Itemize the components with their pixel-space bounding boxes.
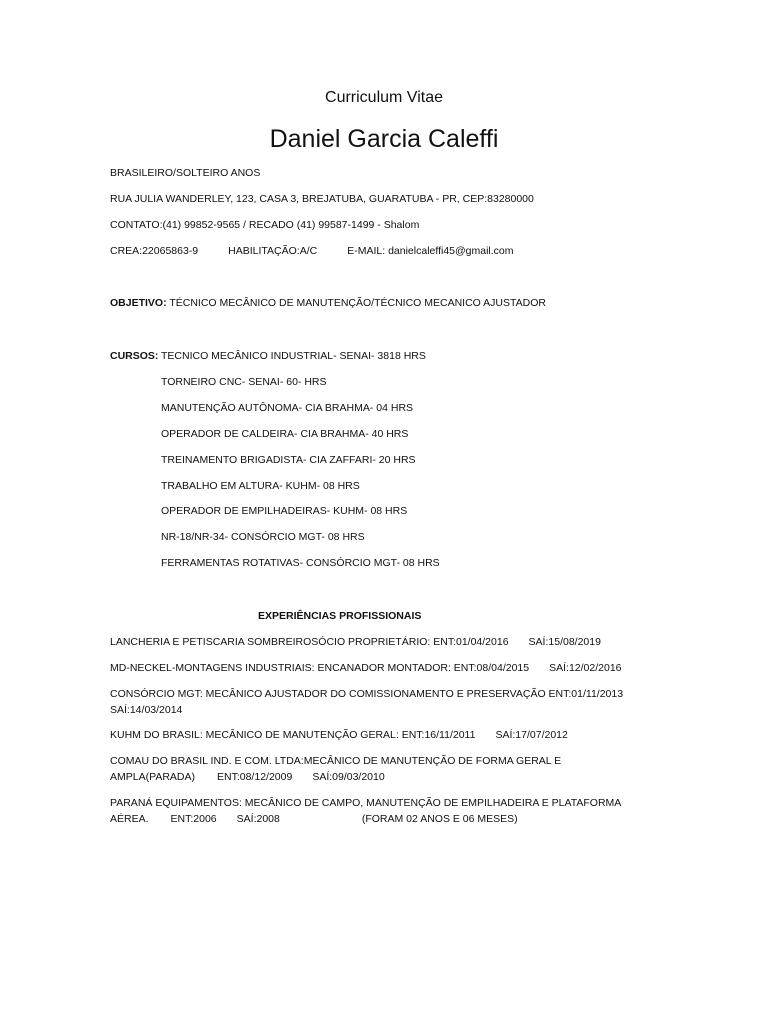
job-description: COMAU DO BRASIL IND. E COM. LTDA:MECÂNICO DE MANUTENÇÃO DE FORMA GERAL E <box>110 755 562 767</box>
course-item: TRABALHO EM ALTURA- KUHM- 08 HRS <box>161 480 360 492</box>
courses-line <box>110 350 158 363</box>
course-item: NR-18/NR-34- CONSÓRCIO MGT- 08 HRS <box>161 531 365 543</box>
email-address: E-MAIL: danielcaleffi45@gmail.com <box>347 245 514 257</box>
objective-text: TÉCNICO MECÂNICO DE MANUTENÇÃO/TÉCNICO MECANICO AJUSTADOR <box>169 297 546 309</box>
job-exit-date: SAÍ:14/03/2014 <box>110 704 183 716</box>
job-entry-continued <box>110 771 385 784</box>
course-item: OPERADOR DE EMPILHADEIRAS- KUHM- 08 HRS <box>161 505 408 517</box>
crea-number: CREA:22065863-9 <box>110 245 199 257</box>
job-description: LANCHERIA E PETISCARIA SOMBREIROSÓCIO PROPRIETÁRIO: ENT:01/04/2016 <box>110 636 509 648</box>
document-label: Curriculum Vitae <box>325 89 443 106</box>
course-item: TECNICO MECÂNICO INDUSTRIAL- SENAI- 3818 HRS <box>161 350 426 362</box>
driver-license: HABILITAÇÃO:A/C <box>228 245 318 257</box>
job-description-continued: AMPLA(PARADA) <box>110 771 195 783</box>
job-entry-date: ENT:08/12/2009 <box>217 771 293 783</box>
registration-line <box>110 245 514 258</box>
job-exit-date: SAÍ:17/07/2012 <box>495 729 568 741</box>
course-item: MANUTENÇÃO AUTÔNOMA- CIA BRAHMA- 04 HRS <box>161 402 414 414</box>
job-entry-date: ENT:2006 <box>170 813 217 825</box>
job-exit-date: SAÍ:15/08/2019 <box>528 636 601 648</box>
job-entry <box>110 729 568 742</box>
job-entry <box>110 755 561 768</box>
course-item: TREINAMENTO BRIGADISTA- CIA ZAFFARI- 20 HRS <box>161 454 416 466</box>
job-description: PARANÁ EQUIPAMENTOS: MECÂNICO DE CAMPO, MANUTENÇÃO DE EMPILHADEIRA E PLATAFORMA <box>110 797 622 809</box>
course-item: TORNEIRO CNC- SENAI- 60- HRS <box>161 376 327 388</box>
job-description: MD-NECKEL-MONTAGENS INDUSTRIAIS: ENCANADOR MONTADOR: ENT:08/04/2015 <box>110 662 530 674</box>
personal-status: BRASILEIRO/SOLTEIRO ANOS <box>110 167 261 179</box>
job-entry <box>110 688 623 701</box>
job-entry <box>110 636 601 649</box>
job-exit-date: SAÍ:12/02/2016 <box>549 662 622 674</box>
job-entry-continued <box>110 704 182 717</box>
course-item: FERRAMENTAS ROTATIVAS- CONSÓRCIO MGT- 08 HRS <box>161 557 440 569</box>
job-description: KUHM DO BRASIL: MECÂNICO DE MANUTENÇÃO GERAL: ENT:16/11/2011 <box>110 729 476 741</box>
experience-heading: EXPERIÊNCIAS PROFISSIONAIS <box>258 610 422 622</box>
address-line: RUA JULIA WANDERLEY, 123, CASA 3, BREJATUBA, GUARATUBA - PR, CEP:83280000 <box>110 193 534 205</box>
contact-line: CONTATO:(41) 99852-9565 / RECADO (41) 99587-1499 - Shalom <box>110 219 420 231</box>
objective-line <box>110 297 546 310</box>
job-description: CONSÓRCIO MGT: MECÂNICO AJUSTADOR DO COMISSIONAMENTO E PRESERVAÇÃO ENT:01/11/2013 <box>110 688 624 700</box>
courses-label: CURSOS: <box>110 350 159 362</box>
job-exit-date: SAÍ:09/03/2010 <box>312 771 385 783</box>
job-entry <box>110 797 621 810</box>
job-exit-date: SAÍ:2008 <box>236 813 280 825</box>
job-duration: (FORAM 02 ANOS E 06 MESES) <box>361 813 518 825</box>
job-entry <box>110 662 622 675</box>
candidate-name: Daniel Garcia Caleffi <box>269 125 499 153</box>
job-entry-continued <box>110 813 518 826</box>
objective-label: OBJETIVO: <box>110 297 167 309</box>
job-description-continued: AÉREA. <box>110 813 149 825</box>
course-item: OPERADOR DE CALDEIRA- CIA BRAHMA- 40 HRS <box>161 428 409 440</box>
